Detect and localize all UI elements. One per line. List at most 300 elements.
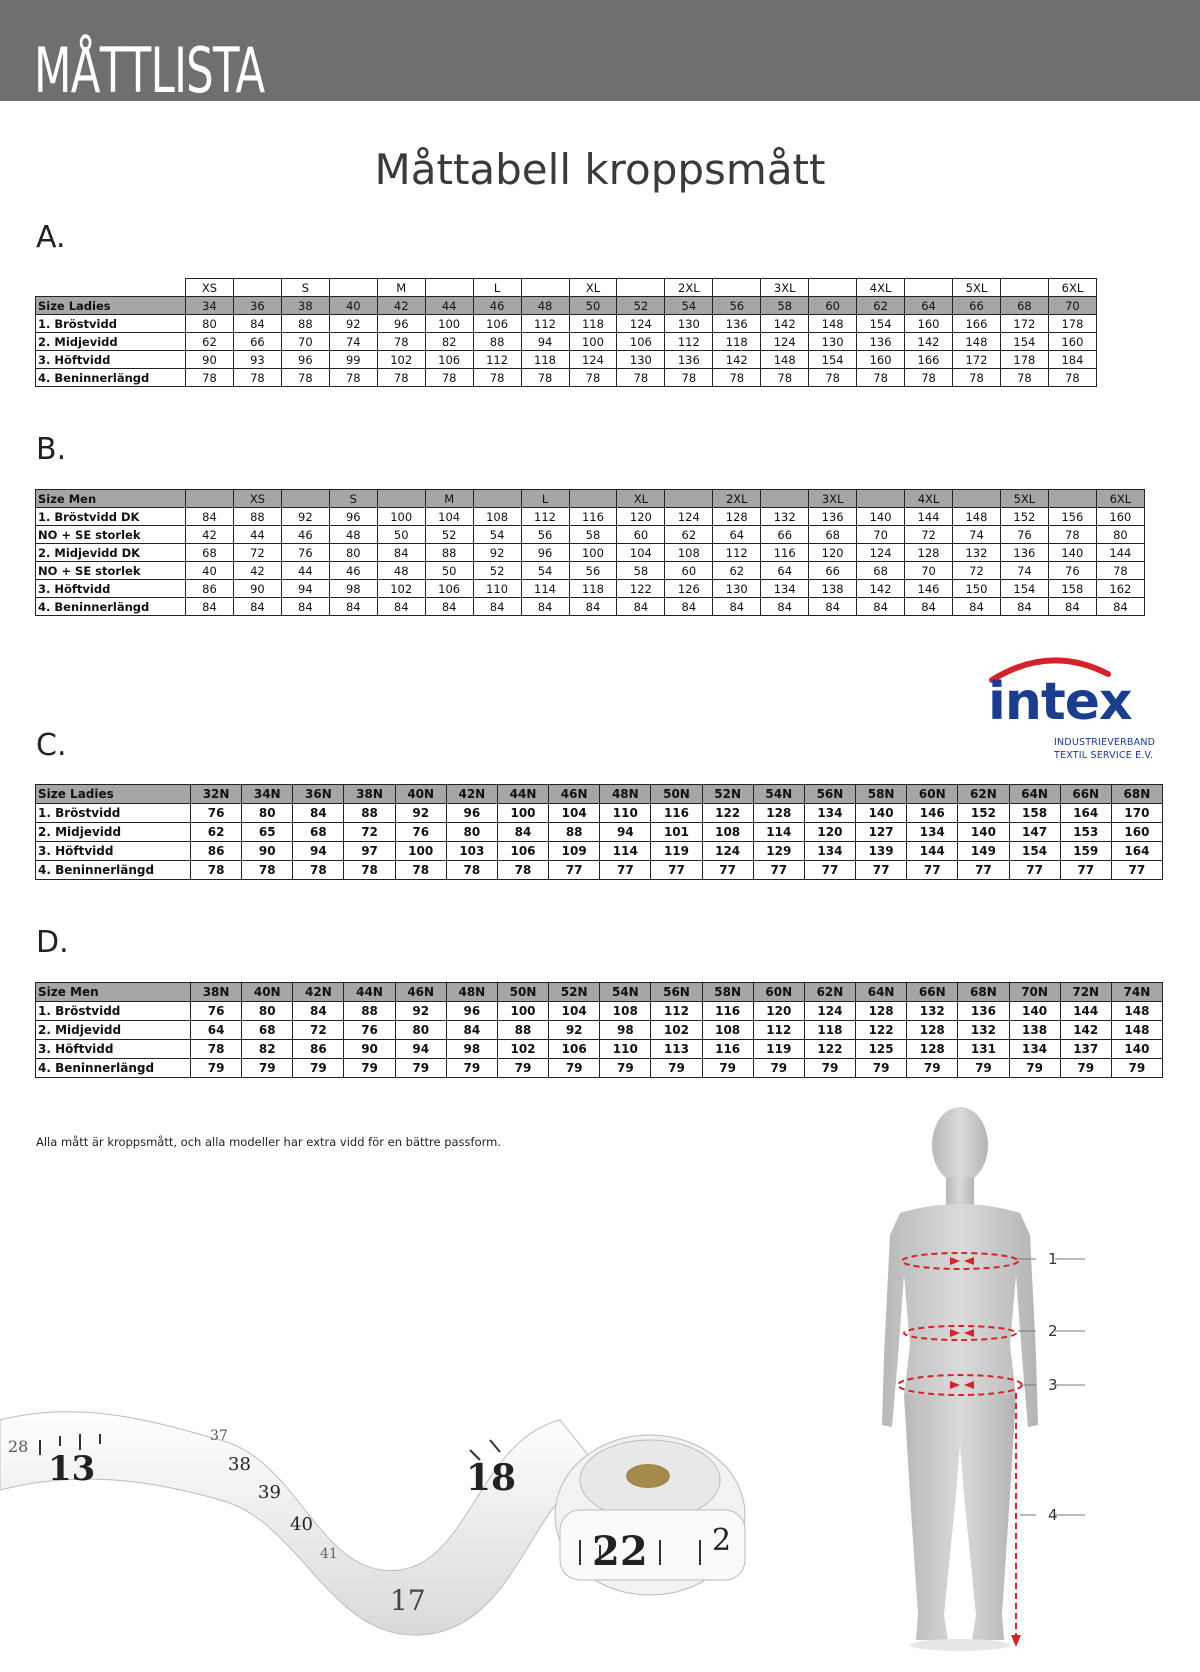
- value-cell: 86: [186, 580, 234, 598]
- row-label-cell: 2. Midjevidd DK: [36, 544, 186, 562]
- size-label-cell: 62N: [958, 785, 1009, 804]
- value-cell: 68: [242, 1021, 293, 1040]
- value-cell: 124: [702, 842, 753, 861]
- value-cell: 74: [329, 333, 377, 351]
- row-label-cell: 2. Midjevidd: [36, 1021, 191, 1040]
- value-cell: 70: [857, 526, 905, 544]
- value-cell: 138: [809, 580, 857, 598]
- value-cell: 148: [1111, 1021, 1162, 1040]
- value-cell: 112: [651, 1002, 702, 1021]
- table-row: [36, 1040, 1163, 1059]
- value-cell: 78: [425, 369, 473, 387]
- value-cell: 60: [809, 297, 857, 315]
- size-table-d: [35, 982, 1163, 1078]
- value-cell: 156: [1048, 508, 1096, 526]
- size-label-cell: 68N: [1111, 785, 1162, 804]
- value-cell: 136: [958, 1002, 1009, 1021]
- value-cell: 106: [473, 315, 521, 333]
- value-cell: 144: [1060, 1002, 1111, 1021]
- value-cell: 66: [953, 297, 1001, 315]
- size-label-cell: L: [473, 279, 521, 297]
- size-label-cell: [857, 490, 905, 508]
- row-label-cell: 4. Beninnerlängd: [36, 598, 186, 616]
- value-cell: 76: [1048, 562, 1096, 580]
- value-cell: 152: [1000, 508, 1048, 526]
- value-cell: 184: [1048, 351, 1096, 369]
- section-c-letter: C.: [36, 728, 67, 763]
- value-cell: 148: [953, 333, 1001, 351]
- row-label-cell: 2. Midjevidd: [36, 333, 186, 351]
- size-label-cell: 34N: [242, 785, 293, 804]
- value-cell: 52: [425, 526, 473, 544]
- size-label-cell: [281, 490, 329, 508]
- value-cell: 79: [293, 1059, 344, 1078]
- value-cell: 118: [569, 315, 617, 333]
- value-cell: 79: [856, 1059, 907, 1078]
- value-cell: 77: [1060, 861, 1111, 880]
- value-cell: 79: [242, 1059, 293, 1078]
- value-cell: 80: [1096, 526, 1144, 544]
- value-cell: 164: [1060, 804, 1111, 823]
- value-cell: 78: [377, 369, 425, 387]
- value-cell: 148: [809, 315, 857, 333]
- value-cell: 116: [761, 544, 809, 562]
- size-label-cell: 58N: [856, 785, 907, 804]
- size-label-cell: 72N: [1060, 983, 1111, 1002]
- size-label-cell: 60N: [753, 983, 804, 1002]
- value-cell: 120: [804, 823, 855, 842]
- value-cell: 106: [617, 333, 665, 351]
- value-cell: 79: [958, 1059, 1009, 1078]
- value-cell: 154: [1009, 842, 1060, 861]
- value-cell: 78: [1096, 562, 1144, 580]
- value-cell: 34: [186, 297, 234, 315]
- value-cell: 84: [905, 598, 953, 616]
- value-cell: 160: [1096, 508, 1144, 526]
- value-cell: 77: [856, 861, 907, 880]
- value-cell: 103: [446, 842, 497, 861]
- value-cell: 112: [473, 351, 521, 369]
- value-cell: 92: [473, 544, 521, 562]
- size-header-row: [36, 983, 1163, 1002]
- value-cell: 80: [242, 804, 293, 823]
- value-cell: 50: [569, 297, 617, 315]
- size-label-cell: 3XL: [761, 279, 809, 297]
- body-measurement-figure: [860, 1095, 1190, 1667]
- value-cell: 78: [191, 861, 242, 880]
- value-cell: 100: [395, 842, 446, 861]
- value-cell: 113: [651, 1040, 702, 1059]
- table-row: [36, 804, 1163, 823]
- value-cell: 84: [665, 598, 713, 616]
- value-cell: 170: [1111, 804, 1162, 823]
- table-row: [36, 508, 1145, 526]
- value-cell: 78: [617, 369, 665, 387]
- value-cell: 84: [1000, 598, 1048, 616]
- size-label-cell: [713, 279, 761, 297]
- value-cell: 108: [600, 1002, 651, 1021]
- size-label-cell: L: [521, 490, 569, 508]
- size-label-cell: [761, 490, 809, 508]
- value-cell: 148: [761, 351, 809, 369]
- value-cell: 114: [753, 823, 804, 842]
- value-cell: 84: [293, 804, 344, 823]
- value-cell: 76: [1000, 526, 1048, 544]
- size-label-cell: 42N: [293, 983, 344, 1002]
- value-cell: 79: [702, 1059, 753, 1078]
- value-cell: 134: [804, 804, 855, 823]
- table-row: [36, 1002, 1163, 1021]
- value-cell: 142: [1060, 1021, 1111, 1040]
- value-cell: 154: [809, 351, 857, 369]
- size-label-cell: [521, 279, 569, 297]
- value-cell: 56: [713, 297, 761, 315]
- value-cell: 114: [600, 842, 651, 861]
- value-cell: 80: [242, 1002, 293, 1021]
- value-cell: 78: [293, 861, 344, 880]
- value-cell: 98: [329, 580, 377, 598]
- value-cell: 154: [857, 315, 905, 333]
- value-cell: 134: [761, 580, 809, 598]
- value-cell: 142: [761, 315, 809, 333]
- value-cell: 106: [549, 1040, 600, 1059]
- value-cell: 60: [617, 526, 665, 544]
- value-cell: 100: [569, 544, 617, 562]
- size-table-b: [35, 489, 1145, 616]
- value-cell: 80: [395, 1021, 446, 1040]
- value-cell: 79: [753, 1059, 804, 1078]
- value-cell: 138: [1009, 1021, 1060, 1040]
- size-label-cell: [905, 279, 953, 297]
- size-label-cell: [569, 490, 617, 508]
- value-cell: 46: [281, 526, 329, 544]
- size-label-cell: [1048, 490, 1096, 508]
- value-cell: 64: [191, 1021, 242, 1040]
- size-label-cell: 52N: [702, 785, 753, 804]
- value-cell: 172: [953, 351, 1001, 369]
- value-cell: 46: [329, 562, 377, 580]
- value-cell: 118: [713, 333, 761, 351]
- value-cell: 140: [1048, 544, 1096, 562]
- value-cell: 119: [753, 1040, 804, 1059]
- value-cell: 84: [186, 598, 234, 616]
- header-label-cell: Size Men: [36, 983, 191, 1002]
- value-cell: 50: [377, 526, 425, 544]
- value-cell: 84: [473, 598, 521, 616]
- value-cell: 140: [857, 508, 905, 526]
- value-cell: 112: [713, 544, 761, 562]
- size-label-cell: 46N: [395, 983, 446, 1002]
- value-cell: 62: [665, 526, 713, 544]
- size-label-cell: [233, 279, 281, 297]
- value-cell: 108: [702, 1021, 753, 1040]
- table-row: [36, 1059, 1163, 1078]
- value-cell: 101: [651, 823, 702, 842]
- value-cell: 146: [907, 804, 958, 823]
- size-label-cell: [665, 490, 713, 508]
- size-label-cell: 5XL: [1000, 490, 1048, 508]
- value-cell: 76: [191, 1002, 242, 1021]
- value-cell: 44: [233, 526, 281, 544]
- value-cell: 79: [446, 1059, 497, 1078]
- value-cell: 94: [395, 1040, 446, 1059]
- value-cell: 84: [377, 598, 425, 616]
- size-label-cell: M: [425, 490, 473, 508]
- value-cell: 128: [856, 1002, 907, 1021]
- value-cell: 131: [958, 1040, 1009, 1059]
- size-label-cell: [329, 279, 377, 297]
- value-cell: 132: [907, 1002, 958, 1021]
- value-cell: 106: [425, 351, 473, 369]
- measure-label-2: 2: [1048, 1322, 1058, 1340]
- row-label-cell: 1. Bröstvidd: [36, 315, 186, 333]
- size-label-cell: 38N: [191, 983, 242, 1002]
- value-cell: 84: [521, 598, 569, 616]
- value-cell: 77: [600, 861, 651, 880]
- value-cell: 172: [1000, 315, 1048, 333]
- value-cell: 79: [651, 1059, 702, 1078]
- value-cell: 119: [651, 842, 702, 861]
- value-cell: 79: [1111, 1059, 1162, 1078]
- size-label-cell: 2XL: [665, 279, 713, 297]
- value-cell: 178: [1048, 315, 1096, 333]
- value-cell: 166: [953, 315, 1001, 333]
- value-cell: 147: [1009, 823, 1060, 842]
- value-cell: 84: [713, 598, 761, 616]
- value-cell: 94: [600, 823, 651, 842]
- value-cell: 78: [665, 369, 713, 387]
- value-cell: 58: [617, 562, 665, 580]
- size-header-row: [36, 490, 1145, 508]
- value-cell: 102: [651, 1021, 702, 1040]
- value-cell: 78: [497, 861, 548, 880]
- value-cell: 66: [761, 526, 809, 544]
- value-cell: 112: [665, 333, 713, 351]
- measure-label-3: 3: [1048, 1376, 1058, 1394]
- value-cell: 116: [651, 804, 702, 823]
- tape-number: 22: [592, 1528, 648, 1575]
- size-label-cell: XL: [569, 279, 617, 297]
- value-cell: 142: [713, 351, 761, 369]
- row-label-cell: NO + SE storlek: [36, 526, 186, 544]
- value-cell: 64: [905, 297, 953, 315]
- value-cell: 42: [233, 562, 281, 580]
- size-table-a: [35, 278, 1097, 387]
- value-cell: 79: [344, 1059, 395, 1078]
- value-cell: 40: [186, 562, 234, 580]
- value-cell: 76: [395, 823, 446, 842]
- logo-word: intex: [988, 672, 1132, 732]
- value-cell: 78: [1048, 526, 1096, 544]
- value-cell: 178: [1000, 351, 1048, 369]
- value-cell: 46: [473, 297, 521, 315]
- value-cell: 136: [713, 315, 761, 333]
- value-cell: 77: [958, 861, 1009, 880]
- value-cell: 140: [958, 823, 1009, 842]
- value-cell: 62: [857, 297, 905, 315]
- row-label-cell: 1. Bröstvidd DK: [36, 508, 186, 526]
- size-label-cell: 38N: [344, 785, 395, 804]
- value-cell: 72: [953, 562, 1001, 580]
- value-cell: 68: [293, 823, 344, 842]
- row-label-cell: Size Ladies: [36, 297, 186, 315]
- value-cell: 42: [377, 297, 425, 315]
- size-label-cell: S: [329, 490, 377, 508]
- table-row: [36, 1021, 1163, 1040]
- table-row: [36, 526, 1145, 544]
- value-cell: 139: [856, 842, 907, 861]
- table-row: [36, 315, 1097, 333]
- value-cell: 54: [665, 297, 713, 315]
- row-label-cell: 2. Midjevidd: [36, 823, 191, 842]
- value-cell: 68: [809, 526, 857, 544]
- table-row: [36, 369, 1097, 387]
- value-cell: 148: [953, 508, 1001, 526]
- value-cell: 79: [497, 1059, 548, 1078]
- value-cell: 58: [761, 297, 809, 315]
- value-cell: 78: [344, 861, 395, 880]
- size-label-cell: 5XL: [953, 279, 1001, 297]
- value-cell: 96: [446, 1002, 497, 1021]
- value-cell: 120: [753, 1002, 804, 1021]
- value-cell: 66: [809, 562, 857, 580]
- tape-number: 38: [228, 1454, 251, 1475]
- value-cell: 146: [905, 580, 953, 598]
- value-cell: 56: [569, 562, 617, 580]
- value-cell: 88: [233, 508, 281, 526]
- value-cell: 110: [473, 580, 521, 598]
- value-cell: 153: [1060, 823, 1111, 842]
- value-cell: 150: [953, 580, 1001, 598]
- value-cell: 92: [395, 1002, 446, 1021]
- value-cell: 148: [1111, 1002, 1162, 1021]
- size-label-cell: 54N: [753, 785, 804, 804]
- value-cell: 77: [907, 861, 958, 880]
- value-cell: 78: [473, 369, 521, 387]
- value-cell: 84: [233, 315, 281, 333]
- value-cell: 100: [425, 315, 473, 333]
- value-cell: 78: [281, 369, 329, 387]
- value-cell: 160: [905, 315, 953, 333]
- value-cell: 70: [1048, 297, 1096, 315]
- value-cell: 140: [1111, 1040, 1162, 1059]
- value-cell: 96: [446, 804, 497, 823]
- value-cell: 78: [191, 1040, 242, 1059]
- tape-number: 18: [466, 1457, 517, 1499]
- row-label-cell: 3. Höftvidd: [36, 1040, 191, 1059]
- size-label-cell: 68N: [958, 983, 1009, 1002]
- size-header-row: [36, 279, 1097, 297]
- size-label-cell: 62N: [804, 983, 855, 1002]
- size-label-cell: 42N: [446, 785, 497, 804]
- size-label-cell: [617, 279, 665, 297]
- value-cell: 130: [809, 333, 857, 351]
- value-cell: 104: [617, 544, 665, 562]
- value-cell: 42: [186, 526, 234, 544]
- value-cell: 84: [425, 598, 473, 616]
- value-cell: 84: [809, 598, 857, 616]
- value-cell: 112: [753, 1021, 804, 1040]
- value-cell: 44: [425, 297, 473, 315]
- value-cell: 79: [1009, 1059, 1060, 1078]
- value-cell: 144: [1096, 544, 1144, 562]
- value-cell: 164: [1111, 842, 1162, 861]
- value-cell: 79: [395, 1059, 446, 1078]
- value-cell: 54: [521, 562, 569, 580]
- value-cell: 92: [329, 315, 377, 333]
- value-cell: 78: [1000, 369, 1048, 387]
- table-row: [36, 842, 1163, 861]
- value-cell: 78: [713, 369, 761, 387]
- value-cell: 84: [857, 598, 905, 616]
- value-cell: 110: [600, 804, 651, 823]
- value-cell: 96: [281, 351, 329, 369]
- value-cell: 100: [377, 508, 425, 526]
- row-label-cell: 3. Höftvidd: [36, 580, 186, 598]
- row-label-cell: 1. Bröstvidd: [36, 1002, 191, 1021]
- value-cell: 120: [617, 508, 665, 526]
- value-cell: 84: [569, 598, 617, 616]
- value-cell: 124: [617, 315, 665, 333]
- size-label-cell: 40N: [395, 785, 446, 804]
- value-cell: 84: [497, 823, 548, 842]
- value-cell: 76: [344, 1021, 395, 1040]
- value-cell: 82: [242, 1040, 293, 1059]
- value-cell: 84: [233, 598, 281, 616]
- value-cell: 124: [665, 508, 713, 526]
- value-cell: 93: [233, 351, 281, 369]
- value-cell: 122: [856, 1021, 907, 1040]
- value-cell: 79: [549, 1059, 600, 1078]
- footnote: Alla mått är kroppsmått, och alla modeller har extra vidd för en bättre passform.: [36, 1135, 502, 1149]
- value-cell: 62: [191, 823, 242, 842]
- value-cell: 76: [191, 804, 242, 823]
- value-cell: 108: [473, 508, 521, 526]
- logo-subtitle-line1: INDUSTRIEVERBAND: [1054, 737, 1156, 748]
- value-cell: 134: [804, 842, 855, 861]
- value-cell: 38: [281, 297, 329, 315]
- value-cell: 144: [907, 842, 958, 861]
- table-row: [36, 562, 1145, 580]
- value-cell: 98: [446, 1040, 497, 1059]
- value-cell: 48: [521, 297, 569, 315]
- size-label-cell: 44N: [497, 785, 548, 804]
- table-row: [36, 823, 1163, 842]
- size-label-cell: [186, 490, 234, 508]
- value-cell: 96: [377, 315, 425, 333]
- measuring-tape-image: [0, 1380, 760, 1667]
- value-cell: 65: [242, 823, 293, 842]
- value-cell: 132: [958, 1021, 1009, 1040]
- value-cell: 72: [293, 1021, 344, 1040]
- value-cell: 130: [665, 315, 713, 333]
- value-cell: 102: [497, 1040, 548, 1059]
- value-cell: 79: [191, 1059, 242, 1078]
- value-cell: 127: [856, 823, 907, 842]
- value-cell: 128: [753, 804, 804, 823]
- value-cell: 84: [281, 598, 329, 616]
- row-label-cell: 3. Höftvidd: [36, 842, 191, 861]
- value-cell: 118: [521, 351, 569, 369]
- value-cell: 86: [293, 1040, 344, 1059]
- size-label-cell: 48N: [600, 785, 651, 804]
- size-label-cell: 52N: [549, 983, 600, 1002]
- value-cell: 109: [549, 842, 600, 861]
- value-cell: 159: [1060, 842, 1111, 861]
- value-cell: 77: [651, 861, 702, 880]
- size-label-cell: 60N: [907, 785, 958, 804]
- value-cell: 94: [521, 333, 569, 351]
